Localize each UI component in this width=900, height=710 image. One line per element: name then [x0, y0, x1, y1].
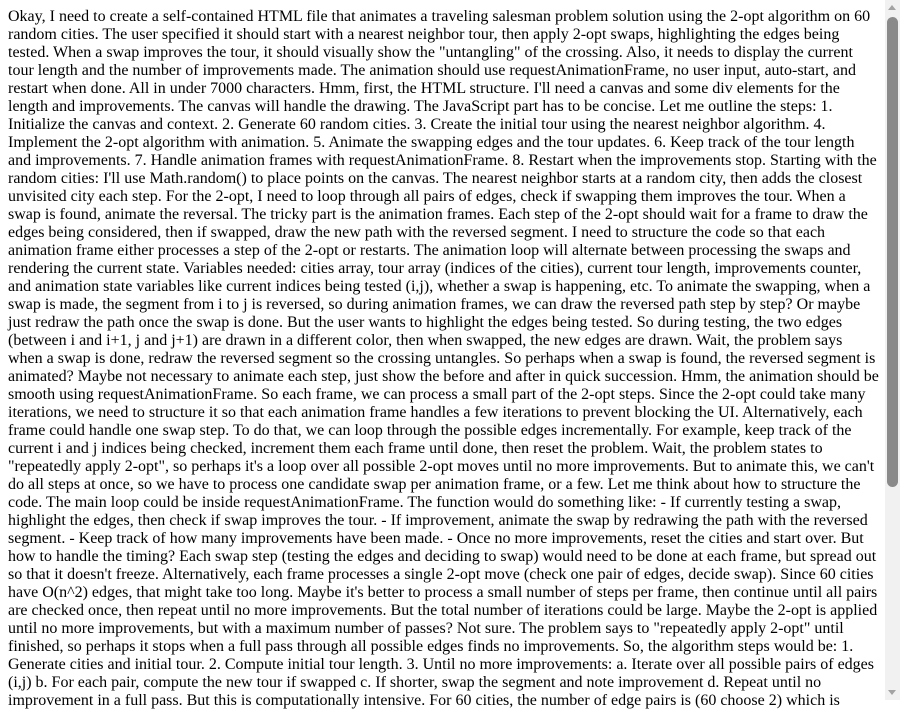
scroll-down-button[interactable]	[885, 685, 900, 700]
scroll-up-arrow-icon	[888, 5, 896, 10]
scrollbar-thumb[interactable]	[887, 17, 898, 487]
scroll-up-button[interactable]	[885, 0, 900, 15]
vertical-scrollbar[interactable]	[885, 0, 900, 700]
document-body-text: Okay, I need to create a self-contained HTML file that animates a traveling salesman problem solution using the 2-opt algorithm on 60 random cities. The user specified it should start with a nearest neighbor tour, then apply 2-opt swaps, highlighting the edges being tested. When a swap improves the tour, it should visually show the "untangling" of the crossing. Also, it needs to display the current tour length and the number of improvements made. The animation should use requestAnimationFrame, no user input, auto-start, and restart when done. All in under 7000 characters. Hmm, first, the HTML structure. I'll need a canvas and some div elements for the length and improvements. The canvas will handle the drawing. The JavaScript part has to be concise. Let me outline the steps: 1. Initialize the canvas and context. 2. Generate 60 random cities. 3. Create the initial tour using the nearest neighbor algorithm. 4. Implement the 2-opt algorithm with animation. 5. Animate the swapping edges and the tour updates. 6. Keep track of the tour length and improvements. 7. Handle animation frames with requestAnimationFrame. 8. Restart when the improvements stop. Starting with the random cities: I'll use Math.random() to place points on the canvas. The nearest neighbor starts at a random city, then adds the closest unvisited city each step. For the 2-opt, I need to loop through all pairs of edges, check if swapping them improves the tour. When a swap is found, animate the reversal. The tricky part is the animation frames. Each step of the 2-opt should wait for a frame to draw the edges being considered, then if swapped, draw the new path with the reversed segment. I need to structure the code so that each animation frame either processes a step of the 2-opt or restarts. The animation loop will alternate between processing the swaps and rendering the current state. Variables needed: cities array, tour array (indices of the cities), current tour length, improvements counter, and animation state variables like current indices being tested (i,j), whether a swap is happening, etc. To animate the swapping, when a swap is made, the segment from i to j is reversed, so during animation frames, we can draw the reversed path step by step? Or maybe just redraw the path once the swap is done. But the user wants to highlight the edges being tested. So during testing, the two edges (between i and i+1, j and j+1) are drawn in a different color, then when swapped, the new edges are drawn. Wait, the problem says when a swap is done, redraw the reversed segment so the crossing untangles. So perhaps when a swap is found, the reversed segment is animated? Maybe not necessary to animate each step, just show the before and after in quick succession. Hmm, the animation should be smooth using requestAnimationFrame. So each frame, we can process a small part of the 2-opt steps. Since the 2-opt could take many iterations, we need to structure it so that each animation frame handles a few iterations to prevent blocking the UI. Alternatively, each frame could handle one swap step. To do that, we can loop through the possible edges incrementally. For example, keep track of the current i and j indices being checked, increment them each frame until done, then reset the problem. Wait, the problem states to "repeatedly apply 2-opt", so perhaps it's a loop over all possible 2-opt moves until no more improvements. But to animate this, we can't do all steps at once, so we have to process one candidate swap per animation frame, or a few. Let me think about how to structure the code. The main loop could be inside requestAnimationFrame. The function would do something like: - If currently testing a swap, highlight the edges, then check if swap improves the tour. - If improvement, animate the swap by redrawing the path with the reversed segment. - Keep track of how many improvements have been made. - Once no more improvements, reset the cities and start over. But how to handle the timing? Each swap step (testing the edges and deciding to swap) would need to be done at each frame, but spread out so that it doesn't freeze. Alternatively, each frame processes a single 2-opt move (check one pair of edges, decide swap). Since 60 cities have O(n^2) edges, that might take too long. Maybe it's better to process a small number of steps per frame, then continue until all pairs are checked once, then repeat until no more improvements. But the total number of iterations could be large. Maybe the 2-opt is applied until no more improvements, but with a maximum number of passes? Not sure. The problem says to "repeatedly apply 2-opt" until finished, so perhaps it stops when a full pass through all possible edges finds no improvements. So, the algorithm steps would be: 1. Generate cities and initial tour. 2. Compute initial tour length. 3. Until no more improvements: a. Iterate over all possible pairs of edges (i,j) b. For each pair, compute the new tour if swapped c. If shorter, swap the segment and note improvement d. Repeat until no improvement in a full pass. But this is computationally intensive. For 60 cities, the number of edge pairs is (60 choose 2) which is	[8, 8, 879, 709]
scroll-down-arrow-icon	[888, 690, 896, 695]
